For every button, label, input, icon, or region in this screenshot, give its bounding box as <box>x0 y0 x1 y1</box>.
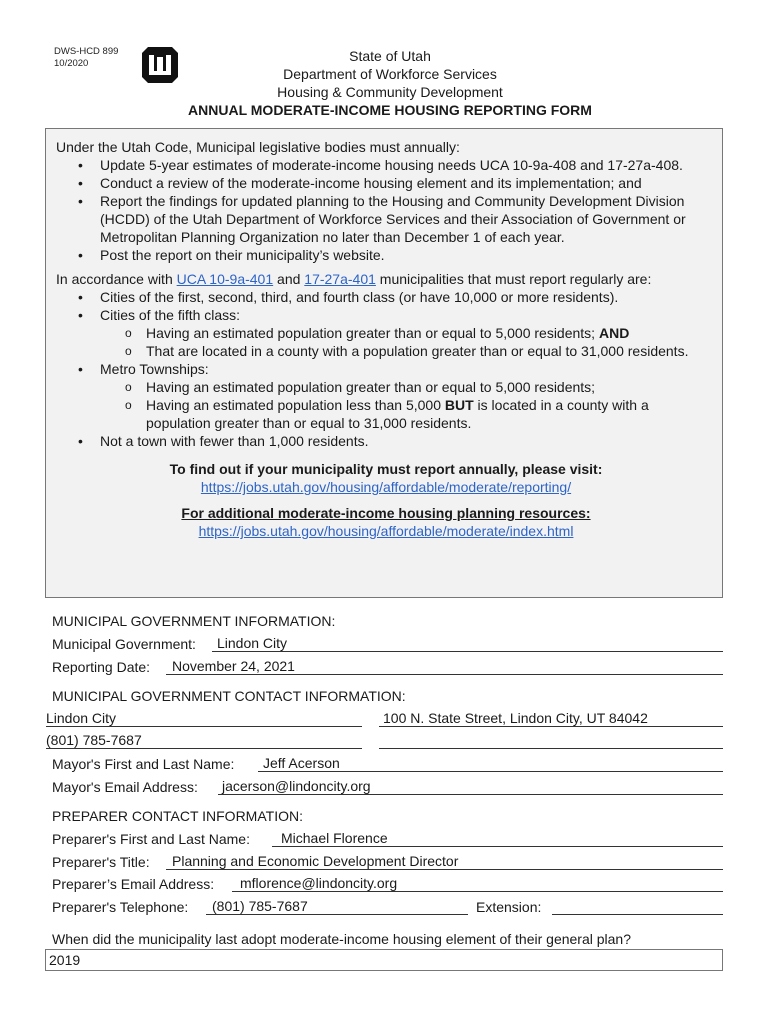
form-revision-date: 10/2020 <box>54 58 89 69</box>
municipal-section-title: MUNICIPAL GOVERNMENT INFORMATION: <box>52 613 336 629</box>
extension-field[interactable] <box>552 898 723 915</box>
fifth-class-label: Cities of the fifth class: <box>100 307 241 323</box>
preparer-phone-label: Preparer's Telephone: <box>52 899 189 915</box>
accordance-and: and <box>273 271 305 287</box>
accordance-text-end: municipalities that must report regularly are: <box>375 271 652 287</box>
form-number: DWS-HCD 899 <box>54 46 119 57</box>
preparer-name-label: Preparer's First and Last Name: <box>52 831 250 847</box>
metro-criterion-text-end: is located in a county with a population greater than or equal to 31,000 residents. <box>146 397 649 431</box>
municipality-address-field[interactable] <box>379 710 723 727</box>
accordance-text: In accordance with <box>56 271 177 287</box>
page-header <box>170 47 610 119</box>
adoption-year-value: 2019 <box>49 952 81 968</box>
header-department: Department of Workforce Services <box>283 66 497 82</box>
list-item: o That are located in a county with a population greater than or equal to 31,000 residents. <box>100 342 716 360</box>
list-item <box>56 306 716 360</box>
adoption-question: When did the municipality last adopt moderate-income housing element of their general plan? <box>52 931 632 947</box>
mayor-email-label: Mayor's Email Address: <box>52 779 198 795</box>
reporting-criteria-list <box>56 288 716 450</box>
municipal-government-field[interactable] <box>212 635 723 652</box>
fifth-criterion-text: Having an estimated population greater than or equal to 5,000 residents; <box>146 325 599 341</box>
metro-sublist <box>100 378 716 432</box>
list-item <box>100 396 716 432</box>
annual-requirements-list <box>56 156 716 264</box>
find-out-heading: To find out if your municipality must report annually, please visit: <box>169 461 603 477</box>
uca-17-27a-401-link[interactable]: 17-27a-401 <box>304 271 376 287</box>
metro-criterion-text: Having an estimated population less than 5,000 <box>146 397 445 413</box>
mayor-name-value: Jeff Acerson <box>263 755 340 771</box>
adoption-year-field[interactable] <box>45 949 723 971</box>
uca-10-9a-401-link[interactable]: UCA 10-9a-401 <box>176 271 274 287</box>
mayor-name-field[interactable] <box>258 755 723 772</box>
but-emphasis: BUT <box>444 397 474 413</box>
form-code <box>54 46 118 70</box>
preparer-section-title: PREPARER CONTACT INFORMATION: <box>52 808 303 824</box>
municipality-phone-field[interactable] <box>46 732 362 749</box>
list-item: • Report the findings for updated planning to the Housing and Community Development Division (HCDD) of the Utah Department of Workforce Services and their Association of Government or Metropolitan Planning Organization no later than December 1 of each year. <box>56 192 716 246</box>
municipality-name-value: Lindon City <box>46 710 117 726</box>
mayor-name-label: Mayor's First and Last Name: <box>52 756 235 772</box>
reporting-date-label: Reporting Date: <box>52 659 151 675</box>
preparer-title-value: Planning and Economic Development Director <box>172 853 459 869</box>
preparer-name-field[interactable] <box>272 830 723 847</box>
instructions-box <box>45 128 723 598</box>
resources-url-link[interactable]: https://jobs.utah.gov/housing/affordable/moderate/index.html <box>198 523 574 539</box>
extension-label: Extension: <box>476 899 542 915</box>
preparer-name-value: Michael Florence <box>281 830 388 846</box>
reporting-url-link[interactable]: https://jobs.utah.gov/housing/affordable/moderate/reporting/ <box>200 479 572 495</box>
list-item: • Cities of the first, second, third, and fourth class (or have 10,000 or more residents). <box>56 288 716 306</box>
list-item: • Not a town with fewer than 1,000 residents. <box>56 432 716 450</box>
header-division: Housing & Community Development <box>277 84 503 100</box>
list-item: o Having an estimated population greater than or equal to 5,000 residents; <box>100 378 716 396</box>
preparer-email-label: Preparer’s Email Address: <box>52 876 215 892</box>
municipality-phone-value: (801) 785-7687 <box>46 732 142 748</box>
municipal-government-label: Municipal Government: <box>52 636 196 652</box>
intro-lead: Under the Utah Code, Municipal legislative bodies must annually: <box>56 139 460 155</box>
accordance-paragraph <box>56 270 716 288</box>
preparer-email-value: mflorence@lindoncity.org <box>240 875 398 891</box>
mayor-email-value: jacerson@lindoncity.org <box>222 778 371 794</box>
preparer-title-field[interactable] <box>166 853 723 870</box>
list-item <box>56 360 716 432</box>
list-item: • Post the report on their municipality’s website. <box>56 246 716 264</box>
municipality-name-field[interactable] <box>46 710 362 727</box>
metro-townships-label: Metro Townships: <box>100 361 209 377</box>
list-item <box>100 324 716 342</box>
preparer-phone-value: (801) 785-7687 <box>212 898 308 914</box>
preparer-title-label: Preparer's Title: <box>52 854 150 870</box>
preparer-email-field[interactable] <box>232 875 723 892</box>
contact-extra-field[interactable] <box>379 732 723 749</box>
list-item: • Update 5-year estimates of moderate-income housing needs UCA 10-9a-408 and 17-27a-408. <box>56 156 716 174</box>
mayor-email-field[interactable] <box>218 778 723 795</box>
list-item: • Conduct a review of the moderate-income housing element and its implementation; and <box>56 174 716 192</box>
municipal-government-value: Lindon City <box>217 635 288 651</box>
and-emphasis: AND <box>598 325 630 341</box>
page-title: ANNUAL MODERATE-INCOME HOUSING REPORTING FORM <box>188 102 592 118</box>
contact-section-title: MUNICIPAL GOVERNMENT CONTACT INFORMATION: <box>52 688 406 704</box>
fifth-class-sublist <box>100 324 716 360</box>
reporting-date-field[interactable] <box>166 658 723 675</box>
preparer-phone-field[interactable] <box>206 898 468 915</box>
municipality-address-value: 100 N. State Street, Lindon City, UT 84042 <box>383 710 648 726</box>
reporting-date-value: November 24, 2021 <box>172 658 295 674</box>
additional-resources-heading: For additional moderate-income housing planning resources: <box>181 505 591 521</box>
header-state: State of Utah <box>349 48 431 64</box>
